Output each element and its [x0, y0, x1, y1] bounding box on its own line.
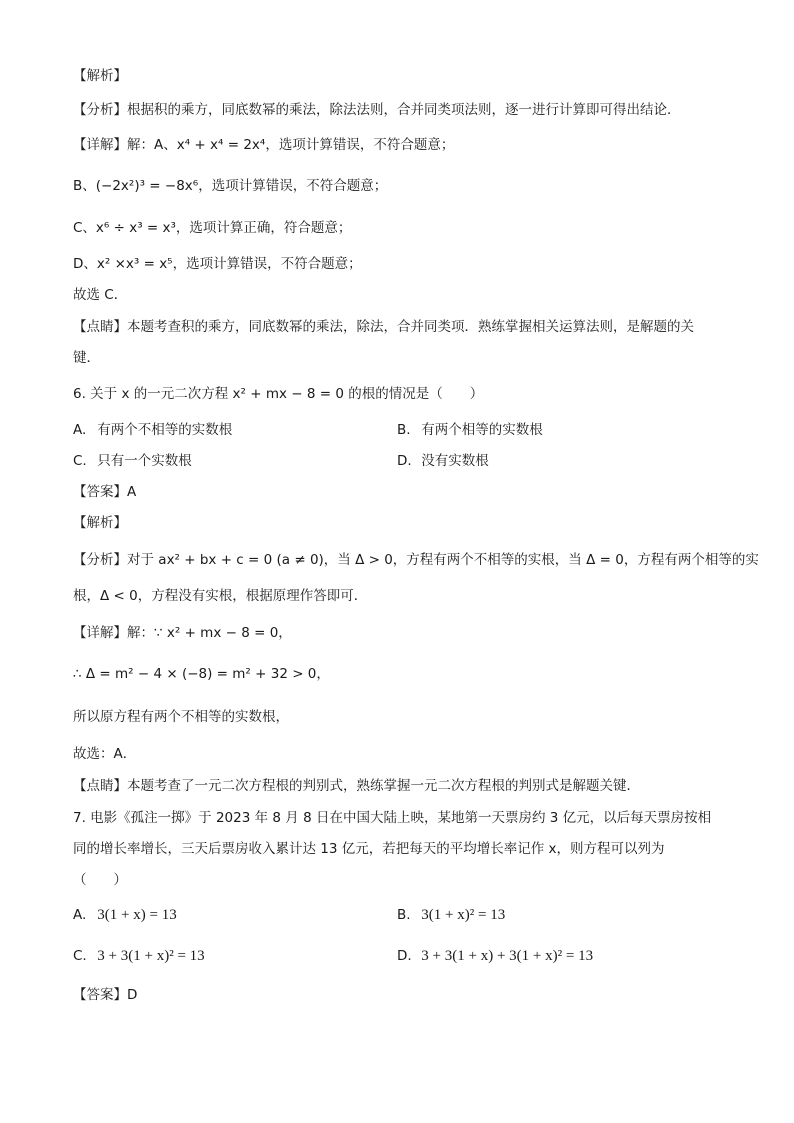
- q7-option-b: [397, 905, 505, 925]
- comment-paragraph-cont: 键．: [73, 350, 100, 366]
- option-text: 3(1 + x) = 13: [97, 907, 177, 923]
- option-text: 3(1 + x)² = 13: [421, 907, 506, 923]
- option-text: 只有一个实数根: [97, 453, 192, 469]
- question-6-stem: 6. 关于 x 的一元二次方程 x² + mx − 8 = 0 的根的情况是（ ）: [73, 386, 484, 402]
- q7-option-d: [397, 946, 593, 966]
- detail-line-6-2: ∴ Δ = m² − 4 × (−8) = m² + 32 > 0，: [73, 666, 330, 682]
- q6-option-d: [397, 451, 489, 471]
- question-7-brackets: （ ）: [73, 872, 127, 888]
- section-heading-jiexi-6: 【解析】: [73, 515, 127, 531]
- option-label: A.: [73, 422, 87, 438]
- answer-choice: 故选 C．: [73, 287, 128, 303]
- option-text: 有两个相等的实数根: [421, 422, 543, 438]
- question-7-stem-cont: 同的增长率增长，三天后票房收入累计达 13 亿元，若把每天的平均增长率记作 x，则方程可以列为: [73, 841, 665, 857]
- option-text: 没有实数根: [421, 453, 489, 469]
- detail-line-6-3: 所以原方程有两个不相等的实数根，: [73, 709, 289, 725]
- option-text: 有两个不相等的实数根: [97, 422, 233, 438]
- detail-line-6-1: 【详解】解：∵ x² + mx − 8 = 0，: [73, 625, 292, 641]
- answer-line-7: 【答案】D: [73, 987, 138, 1003]
- analysis-paragraph-6-cont: 根，Δ < 0，方程没有实根，根据原理作答即可．: [73, 588, 368, 604]
- answer-choice-6: 故选：A．: [73, 746, 137, 762]
- option-label: B.: [397, 907, 411, 923]
- detail-line-a: 【详解】解：A、x⁴ + x⁴ = 2x⁴，选项计算错误，不符合题意；: [73, 137, 455, 153]
- option-label: C.: [73, 948, 87, 964]
- q6-option-a: [73, 420, 232, 440]
- section-heading-jiexi: 【解析】: [73, 68, 127, 84]
- q6-option-b: [397, 420, 543, 440]
- option-label: D.: [397, 948, 412, 964]
- option-text: 3 + 3(1 + x) + 3(1 + x)² = 13: [421, 948, 594, 964]
- detail-line-d: D、x² ×x³ = x⁵，选项计算错误，不符合题意；: [73, 256, 362, 272]
- question-7-stem: 7. 电影《孤注一掷》于 2023 年 8 月 8 日在中国大陆上映，某地第一天票房约 3 亿元，以后每天票房按相: [73, 810, 712, 826]
- option-label: B.: [397, 422, 411, 438]
- option-label: A.: [73, 907, 87, 923]
- analysis-paragraph: 【分析】根据积的乘方，同底数幂的乘法，除法法则，合并同类项法则，逐一进行计算即可得出结论．: [73, 102, 681, 118]
- analysis-paragraph-6: 【分析】对于 ax² + bx + c = 0 (a ≠ 0)，当 Δ > 0，方程有两个不相等的实根，当 Δ = 0，方程有两个相等的实: [73, 552, 759, 568]
- comment-paragraph-6: 【点睛】本题考查了一元二次方程根的判别式，熟练掌握一元二次方程根的判别式是解题关键．: [73, 778, 640, 794]
- q6-option-c: [73, 451, 192, 471]
- comment-paragraph: 【点睛】本题考查积的乘方，同底数幂的乘法，除法，合并同类项．熟练掌握相关运算法则，是解题的关: [73, 319, 694, 335]
- detail-line-b: B、(−2x²)³ = −8x⁶，选项计算错误，不符合题意；: [73, 178, 388, 194]
- q7-option-a: [73, 905, 177, 925]
- option-text: 3 + 3(1 + x)² = 13: [97, 948, 205, 964]
- q7-option-c: [73, 946, 205, 966]
- answer-line-6: 【答案】A: [73, 484, 137, 500]
- detail-line-c: C、x⁶ ÷ x³ = x³，选项计算正确，符合题意；: [73, 220, 352, 236]
- option-label: C.: [73, 453, 87, 469]
- option-label: D.: [397, 453, 412, 469]
